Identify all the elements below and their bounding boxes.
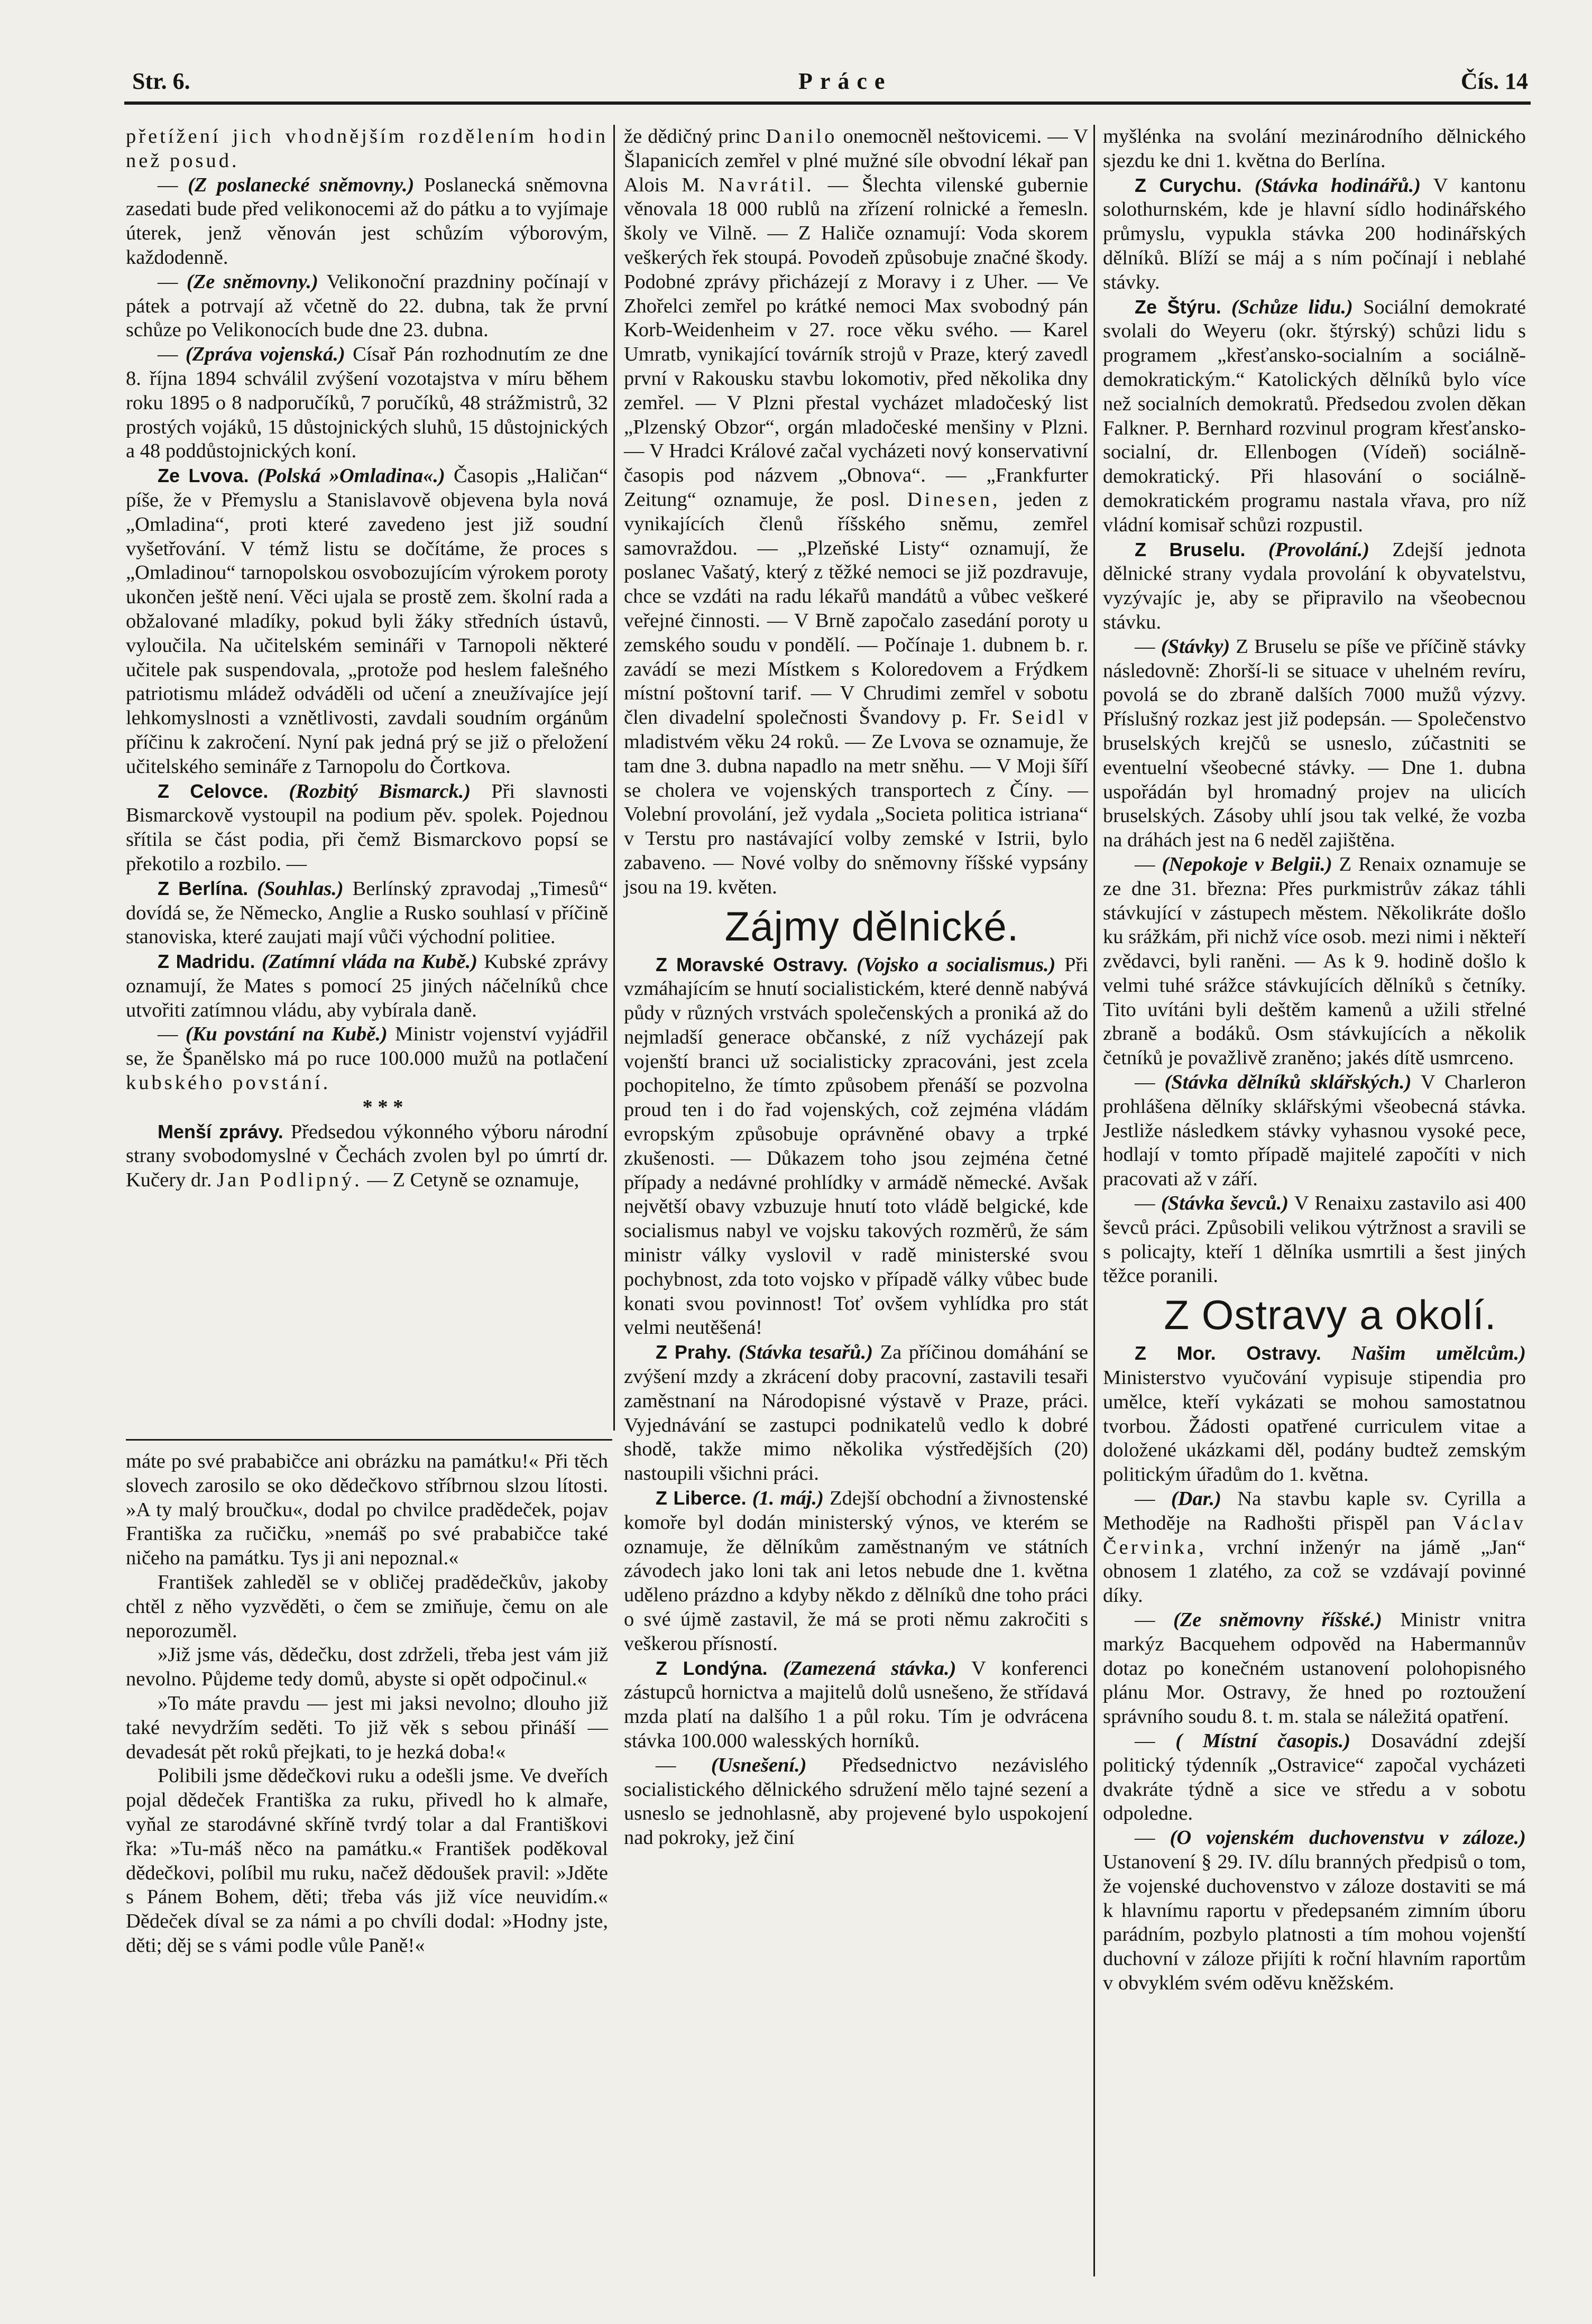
text-run: Za příčinou domáhání se zvýšení mzdy a zkrácení doby pracovní, zastavili tesaři zaměstnaní na Národopisné výstavě v Praze, práci. Vyjednávání se zastupci podnikatelů vedlo k dobré shodě, takže mimo několika výstředějších (20) nastoupili všichni práci. [624,1341,1088,1485]
paragraph [624,1486,1088,1656]
paragraph [1103,1608,1526,1729]
place-heading: Z Moravské Ostravy. [656,953,848,975]
text-run [848,954,857,976]
item-title: (1. máj.) [752,1487,824,1510]
paragraph [126,1764,608,1958]
right-column [1103,125,1526,1996]
text-run: V kantonu solothurnském, kde je hlavní sídlo hodinářského průmyslu, vypukla stávka 200 hodinářských dělníků. Blíží se máj a s ním počínají i neblahé stávky. [1103,174,1526,293]
item-title: (Provolání.) [1268,538,1370,561]
issue-number: Čís. 14 [1460,68,1528,94]
item-title: (Dar.) [1171,1488,1221,1510]
text-run: — [1135,1609,1173,1631]
column-divider-1 [613,125,615,1431]
paragraph [126,464,608,779]
paragraph [1103,295,1526,538]
section-heading-z-ostravy: Z Ostravy a okolí. [1164,1292,1497,1339]
text-run [249,465,257,487]
item-title: (Zatímní vláda na Kubě.) [261,951,478,973]
place-heading: Z Londýna. [656,1657,768,1679]
text-run: Václav Červinka, [1103,1511,1526,1558]
text-run: Císař Pán rozhodnutím ze dne 8. října 1894 schválil zvýšení vozotajstva v míru během roku 1895 o 8 nadporučíků, 7 poručíků, 48 strážmistrů, 32 prostých vojáků, 15 důstojnických sluhů, 15 důstojnických a 48 poddůstojnických koní. [126,343,609,463]
text-run: máte po své prababičce ani obrázku na památku!« Při těch slovech zarosilo se oko dědečkovo stříbrnou slzou lítosti. »A ty malý broučku«, dodal po chvilce pradědeček, pojav Františka za ručičku, »nemáš po své prababičce také ničeho na památku. Tys ji ani nepoznal.« [126,1450,608,1570]
place-heading: Z Celovce. [158,780,269,802]
item-title: Našim umělcům.) [1351,1342,1526,1365]
place-heading: Z Bruselu. [1135,538,1246,560]
item-title: ( Místní časopis.) [1175,1730,1351,1752]
left-column-top [126,125,608,1193]
item-title: (Stávka ševců.) [1161,1192,1289,1215]
text-run: V Renaixu zastavilo asi 400 ševců práci. Způsobili velikou výtržnost a sravili se s policajty, kteří 1 dělníka usmrtili a šest jiných těžce poranili. [1103,1192,1526,1287]
paragraph [1103,1826,1526,1996]
item-title: (Souhlas.) [257,877,344,900]
paragraph [624,953,1088,1341]
item-title: (Stávky) [1161,635,1230,658]
paragraph [1103,1071,1526,1192]
paragraph [1103,538,1526,635]
text-run: kubského povstání. [126,1072,331,1094]
text-run: myšlénka na svolání mezinárodního dělnického sjezdu ke dni 1. května do Berlína. [1103,125,1526,172]
text-run: — Z Cetyně se oznamuje, [362,1169,579,1192]
text-run: Zdejší obchodní a živnostenské komoře byl dodán ministerský výnos, ve kterém se oznamuje, že dělníkům zaměstnaným ve státních závodech jako loni tak ani letos nebude dne 1. května uděleno prázdno a kdyby někdo z dělníků dne toho práci o své újmě zastavil, že má se proti němu zakročiti s veškerou přísností. [624,1487,1088,1655]
text-run: V Charleron prohlášena dělníky sklářskými všeobecná stávka. Jestliže následkem stávky vyhasnou vysoké pece, hodlají v tomto případě majitelé započíti v nich pracovati až v září. [1103,1071,1526,1191]
section-stars: * * * [362,1095,403,1118]
paragraph [1103,1487,1526,1608]
text-run [1246,539,1268,561]
paragraph [126,1120,608,1193]
text-run: — [158,270,187,293]
text-run: Předsednictvo nezávislého socialistického dělnického sdružení mělo tajné sezení a usneslo se jednohlasně, aby projevené bylo uspokojení nad pokroky, jež činí [624,1754,1089,1849]
paragraph [624,1340,1088,1486]
section-heading-zajmy-delnicke: Zájmy dělnické. [724,902,1019,949]
paragraph [126,1692,608,1764]
text-run: přetížení jich vhodnějším rozdělením hodin než posud. [126,125,608,172]
item-title: (Z poslanecké sněmovny.) [188,173,415,196]
paragraph [1103,125,1526,173]
text-run: Kubské zprávy oznamují, že Mates s pomocí 25 jiných náčelníků chce utvořiti zatímnou vládu, aby vybírala daně. [126,951,608,1021]
text-run [1321,1342,1351,1364]
place-heading: Ze Lvova. [158,465,249,487]
item-title: (Schůze lidu.) [1231,296,1353,318]
text-run: Berlínský zpravodaj „Timesů“ dovídá se, že Německo, Anglie a Rusko souhlasí v příčině stanoviska, které zaujati mají vůči východní politiee. [126,877,608,948]
item-title: (Zamezená stávka.) [783,1657,956,1680]
text-run: onemocněl neštovicemi. — V Šlapanicích zemřel v plné mužné síle obvodní lékař pan Alois M. [624,125,1088,196]
left-column-bottom [126,1450,608,1958]
text-run: Seidl [1011,706,1067,729]
paragraph [1103,1729,1526,1826]
text-run: — [158,1023,186,1046]
story-separator-rule [126,1439,612,1441]
text-run: Předsedou výkonného výboru národní strany svobodomyslné v Čechách zvolen byl po úmrtí dr. Kučery dr. [126,1120,609,1192]
text-run: vrchní inženýr na jámě „Jan“ obnosem 1 zlatého, za což se vzdávají povinné díky. [1103,1536,1526,1607]
text-run: — [656,1754,711,1776]
paragraph [1103,853,1526,1071]
text-run: — [1135,1730,1176,1752]
text-run: — [1135,1192,1161,1215]
paragraph [1103,1341,1526,1487]
place-heading: Menší zprávy. [158,1120,283,1142]
text-run: Sociální demokraté svolali do Weyeru (okr. štýrský) schůzi lidu s programem „křesťansko-socialním a sociálně-demokratickým.“ Katolických dělníků bylo více než socialních demokratů. Předsedou zvolen děkan Falkner. P. Bernhard rozvinul program křesťansko-socialní, dr. Ellenbogen (Vídeň) sociálně-demokratický. Při hlasování o sociálně-demokratickém programu nastala vřava, pro níž vládní komisař schůzi rozpustil. [1103,296,1526,536]
header-rule [124,102,1531,105]
paragraph [126,779,608,877]
paragraph [624,1754,1088,1850]
text-run: Ministerstvo vyučování vypisuje stipendia pro umělce, kteří vykázati se mohou samostatnou tvorbou. Žádosti opatřené curriculem vitae a doložené ukázkami děl, podány budtež zemským politickým úřadům do 1. května. [1103,1367,1526,1486]
text-run: v mladistvém věku 24 roků. — Ze Lvova se oznamuje, že tam dne 3. dubna napadlo na metr sněhu. — V Moji šíří se cholera ve vojenských transportech z Číny. — Volební provolání, jež vydala „Societa politica istriana“ v Terstu pro nastávající volby zemské v Istrii, bylo zabaveno. — Nové volby do sněmovny říšské vypsány jsou na 19. květen. [624,706,1089,898]
place-heading: Z Liberce. [656,1487,747,1509]
item-title: (Ku povstání na Kubě.) [185,1023,388,1046]
item-title: (Stávka tesařů.) [738,1341,873,1364]
text-run: — [1135,1488,1171,1510]
place-heading: Z Mor. Ostravy. [1135,1342,1321,1364]
column-divider-2 [1093,125,1095,2276]
paragraph [126,1450,608,1571]
page-header [132,68,1528,105]
text-run [268,780,289,803]
text-run: Jan Podlipný. [217,1169,362,1192]
paragraph [624,1656,1088,1754]
text-run: Poslanecká sněmovna zasedati bude před velikonocemi až do pátku a to vyjímaje úterek, jenž věnován jest schůzím výborovým, každodenně. [126,173,608,269]
text-run: Velikonoční prazdniny počínají v pátek a potrvají až včetně do 22. dubna, tak že první schůze po Velikonocích bude dne 23. dubna. [126,270,608,342]
text-run: Dosavádní zdejší politický týdenník „Ostravice“ započal vycházeti dvakráte týdně a sice ve středu a v sobotu odpoledne. [1103,1730,1526,1825]
paragraph [624,125,1088,900]
text-run: František zahleděl se v obličej pradědečkův, jakoby chtěl z něho vyzvěděti, o čem se zmiňuje, čemu on ale neporozuměl. [126,1571,608,1642]
text-run: Na stavbu kaple sv. Cyrilla a Methoděje na Radhošti přispěl pan [1103,1488,1526,1534]
item-title: (Ze sněmovny říšské.) [1173,1609,1382,1631]
text-run: Ministr vnitra markýz Bacquehem odpověd na Habermannův dotaz po konečném ustanovení polohopisného plánu Mor. Ostravy, že hned po roztoužení správního soudu 8. t. m. stala se náležitá opatření. [1103,1609,1526,1728]
item-title: (Polská »Omladina«.) [257,465,445,487]
paragraph [126,270,608,343]
text-run [747,1487,752,1509]
text-run: — [158,173,188,196]
paragraph [126,125,608,173]
place-heading: Z Madridu. [158,951,255,973]
place-heading: Z Prahy. [656,1341,732,1363]
item-title: (Ze sněmovny.) [186,270,318,293]
text-run: Při slavnosti Bismarckově vystoupil na podium pěv. spolek. Pojednou sřítila se část podia, při čemž Bismarckovo popsí se překotilo a rozbilo. — [126,780,608,875]
text-run: — [1135,1827,1170,1849]
masthead-title: Práce [798,68,892,94]
page-number: Str. 6. [132,68,190,94]
text-run [1221,296,1231,318]
text-run: Dinesen, [907,488,1000,511]
text-run: že dědičný princ [624,125,766,147]
text-run [1242,174,1255,197]
middle-column [624,125,1088,1850]
paragraph [126,1571,608,1643]
text-run: Ustanovení § 29. IV. dílu branných předpisů o tom, že vojenské duchovenstvo v záloze dostaviti se má k hlavnímu raportu v předepsaném zimním úboru parádním, pozbylo platnosti a tím mohou vojenští duchovní v záloze přijíti k roční hlavním raportům v obvyklém svém oděvu kněžském. [1103,1850,1526,1994]
text-run: — [158,343,186,366]
text-run: — Šlechta vilenské gubernie věnovala 18 000 rublů na zřízení rolnické a řemesln. školy ve Vilně. — Z Haliče oznamují: Voda skorem veškerých řek stoupá. Povodeň způsobuje značné škody. Podobné zprávy přicházejí z Moravy i z Uher. — Ve Zhořelci zemřel po krátké nemoci Max svobodný pán Korb-Weidenheim v 27. roce věku svého. — Karel Umratb, vynikající továrník strojů v Praze, který zavedl první v Rakousku stavbu lokomotiv, před několika dny zemřel. — V Plzni přestal vycházet mladočeský list „Plzenský Obzor“, orgán mladočeské menšiny v Plzni. — V Hradci Králové začal vycházeti nový konservativní časopis pod názvem „Obnova“. — „Frankfurter Zeitung“ oznamuje, že posl. [624,173,1088,511]
text-run: Při vzmáhajícím se hnutí socialistickém, které denně nabývá půdy v různých vrstvách společenských a proniká až do nejmladší generace občanské, z níž vycházejí pak vojenští branci už socialisticky zpracováni, jest zcela pochopitelno, že tímto způsobem přenáší se pozvolna proud ten i do řad vojenských, což zejména vládám evropským způsobuje oprávněné obavy a trpké zkušenosti. — Důkazem toho jsou zejména četné případy a nedávné prohlídky v armádě německé. Avšak největší obavy vzbuzuje hnutí toto vládě belgické, kde socialismus nabyl ve vojsku takových rozměrů, že sám ministr války vyslovil v radě ministerské svou pochybnost, zda toto vojsko v případě války vůbec bude konati svou povinnost! Toť ovšem vyhlídka pro stát velmi neutěšená! [624,953,1089,1339]
place-heading: Z Berlína. [158,877,249,899]
text-run: Polibili jsme dědečkovi ruku a odešli jsme. Ve dveřích pojal dědeček Františka za ruku, přivedl ho k almaře, vyňal ze starodávné skříně tvrdý tolar a dal Františkovi řka: »Tu-máš něco na památku.« František poděkoval dědečkovi, políbil mu ruku, načež dědoušek pravil: »Jděte s Pánem Bohem, děti; třeba vás již více neuvidím.« Dědeček díval se za námi a po chvíli dodal: »Hodny jste, děti; děj se s vámi podle vůle Paně!« [126,1765,608,1957]
text-run: »To máte pravdu — jest mi jaksi nevolno; dlouho již také nevydržím seděti. To již věk s sebou přináší — devadesát pět roků přejkati, to je hezká doba!« [126,1692,608,1763]
text-run: Danilo [766,125,838,147]
paragraph [126,1022,608,1095]
text-run: Z Renaix oznamuje se ze dne 31. března: Přes purkmistrův zákaz táhli stávkující v zástupech městem. Několikráte došlo ku srážkám, při nichž více osob. mezi nimi i někteří zvědavci, byli raněni. — As k 9. hodině došlo k velmi tuhé srážce stávkujících dělníků s četníky. Tito uvítáni byli deštěm kamenů a užili střelné zbraně a bodáků. Osm stávkujících a několik četníků je považlivě zraněno; jakés dítě usmrceno. [1103,853,1526,1069]
item-title: (Vojsko a socialismus.) [857,953,1056,976]
text-run: — [1135,635,1161,658]
paragraph [126,877,608,949]
paragraph [126,173,608,270]
paragraph [1103,173,1526,295]
text-run: V konferenci zástupců hornictva a majitelů dolů usnešeno, že střídavá mzda platí na dalšího 1 a půl roku. Tím je odvrácena stávka 100.000 walesských horníků. [624,1657,1088,1752]
text-run: Časopis „Haličan“ píše, že v Přemyslu a Stanislavově objevena byla nová „Omladina“, proti které zavedeno jest již soudní vyšetřování. V témž listu se dočítáme, že proces s „Omladinou“ tarnopolskou osvobozujícím výrokem poroty ukončen ještě není. Věci ujala se prostě zem. školní rada a obžalované mladíky, pokud byli žáky středních ústavů, vyloučila. Na učitelském semináři v Tarnopoli některé učitele pak suspendovala, „protože pod heslem falešného patriotismu mládež odváděli od učení a zneužívajíce její lehkomyslnosti a vznětlivosti, zavdali soudním orgánům příčinu k zakročení. Nyní pak jedná prý se již o přeložení učitelského semináře z Tarnopolu do Čortkova. [126,465,608,778]
text-run [768,1657,783,1680]
text-run: Zdejší jednota dělnické strany vydala provolání k obyvatelstvu, vyzývajíc je, aby se připravilo na všeobecnou stávku. [1103,538,1526,633]
item-title: (O vojenském duchovenstvu v záloze.) [1170,1827,1526,1849]
paragraph [126,343,608,464]
item-title: (Stávka dělníků sklářských.) [1164,1071,1412,1094]
text-run: — [1135,1071,1165,1094]
text-run: jeden z vynikajících členů říšského sněmu, zemřel samovraždou. — „Plzeňské Listy“ oznamují, že poslanec Vašatý, který z těžké nemoci se již pozdravuje, chce se vzdáti na radu lékařů mandátů a vůbec veškeré veřejné činnosti. — V Brně započalo zasedání poroty u zemského soudu v pondělí. — Počínaje 1. dubnem b. r. zavádí se mezi Místkem s Koloredovem a Frýdkem místní poštovní tarif. — V Chrudimi zemřel v sobotu člen divadelní společnosti Švandovy p. Fr. [624,488,1088,729]
place-heading: Z Curychu. [1135,174,1242,196]
text-run: — [1135,853,1162,875]
text-run: Ministr vojenství vyjádřil se, že Španělsko má po ruce 100.000 mužů na potlačení [126,1023,609,1070]
text-run [731,1341,739,1363]
item-title: (Rozbitý Bismarck.) [289,780,471,803]
text-run: »Již jsme vás, dědečku, dost zdrželi, třeba jest vám již nevolno. Půjdeme tedy domů, abyste si opět odpočinul.« [126,1644,608,1691]
item-title: (Nepokoje v Belgii.) [1162,853,1332,875]
place-heading: Ze Štýru. [1135,296,1221,318]
paragraph [126,949,608,1022]
text-run [255,951,262,973]
paragraph [1103,635,1526,853]
paragraph [1103,1192,1526,1288]
item-title: (Zpráva vojenská.) [185,343,345,366]
text-run [248,878,257,900]
text-run: Z Bruselu se píše ve příčině stávky následovně: Zhorší-li se situace v uhelném revíru, povolá se do zbraně dalších 7000 mužů výzvy. Příslušný rozkaz jest již podepsán. — Společenstvo bruselských krejčů se usneslo, zúčastniti se eventuelní všeobecné stávky. — Dne 1. dubna uspořádán byl hromadný projev na ulicích bruselských. Zásoby uhlí jsou tak velké, že vozba na dráhách jest na 6 neděl zajištěna. [1103,635,1526,852]
item-title: (Stávka hodinářů.) [1254,174,1421,197]
item-title: (Usnešení.) [711,1754,807,1776]
text-run: Navrátil. [719,173,814,196]
paragraph [126,1643,608,1692]
